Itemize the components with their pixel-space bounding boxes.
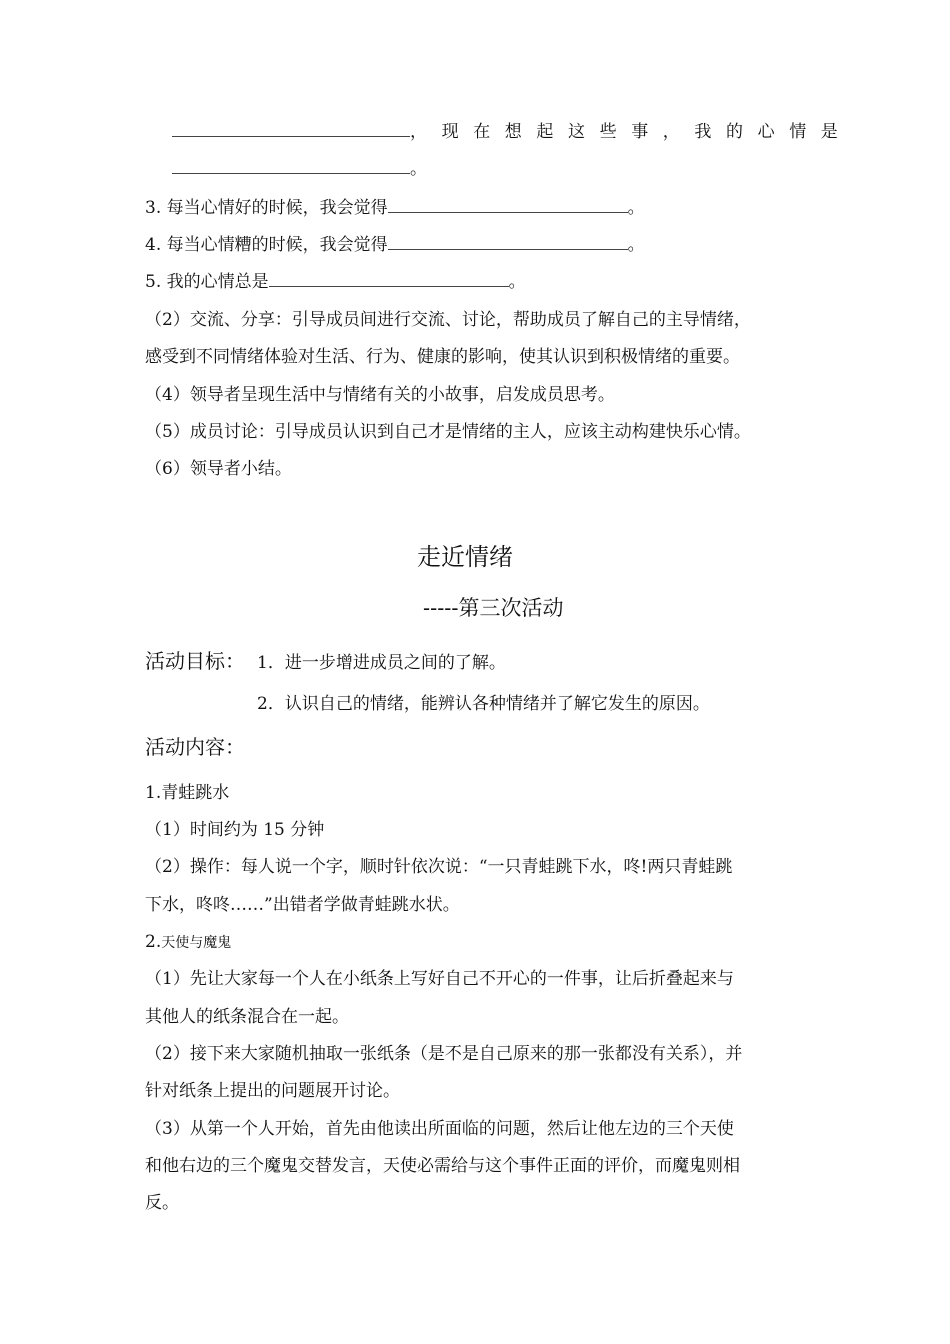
- frog-operation-line-1: （2）操作：每人说一个字，顺时针依次说：“一只青蛙跳下水，咚!两只青蛙跳: [145, 857, 733, 877]
- angel-step-3-line-3: 反。: [145, 1193, 179, 1213]
- answer-blank[interactable]: [388, 233, 628, 250]
- content-label: 活动内容：: [145, 735, 245, 759]
- section-title: 走近情绪: [417, 543, 513, 571]
- intro-line-2: [172, 157, 427, 181]
- answer-blank[interactable]: [388, 196, 628, 213]
- angel-step-3-line-1: （3）从第一个人开始，首先由他读出所面临的问题，然后让他左边的三个天使: [145, 1119, 734, 1139]
- goal-item-2: 2．认识自己的情绪，能辨认各种情绪并了解它发生的原因。: [257, 694, 710, 714]
- question-text: 4. 每当心情糟的时候，我会觉得: [145, 235, 388, 255]
- intro-line-1: [172, 120, 852, 144]
- question-text: 3. 每当心情好的时候，我会觉得: [145, 198, 388, 218]
- frog-operation-line-2: 下水，咚咚……”出错者学做青蛙跳水状。: [145, 895, 460, 915]
- period: 。: [627, 235, 645, 255]
- answer-blank[interactable]: [172, 157, 410, 174]
- question-text: 5. 我的心情总是: [145, 272, 269, 292]
- angel-title-text: 天使与魔鬼: [161, 935, 232, 951]
- step-summary: （6）领导者小结。: [145, 459, 292, 479]
- answer-blank[interactable]: [269, 270, 509, 287]
- question-3: [145, 196, 645, 220]
- section-subtitle: -----第三次活动: [423, 596, 564, 620]
- step-story: （4）领导者呈现生活中与情绪有关的小故事，启发成员思考。: [145, 385, 615, 405]
- angel-title: [145, 930, 231, 955]
- step-share-line-2: 感受到不同情绪体验对生活、行为、健康的影响，使其认识到积极情绪的重要。: [145, 347, 740, 367]
- step-share-line-1: （2）交流、分享：引导成员间进行交流、讨论，帮助成员了解自己的主导情绪，: [145, 310, 751, 330]
- angel-step-1-line-1: （1）先让大家每一个人在小纸条上写好自己不开心的一件事，让后折叠起来与: [145, 969, 734, 989]
- period: 。: [410, 159, 427, 179]
- step-discuss: （5）成员讨论：引导成员认识到自己才是情绪的主人，应该主动构建快乐心情。: [145, 422, 751, 442]
- angel-step-2-line-2: 针对纸条上提出的问题展开讨论。: [145, 1081, 400, 1101]
- question-5: [145, 270, 526, 294]
- angel-step-3-line-2: 和他右边的三个魔鬼交替发言，天使必需给与这个事件正面的评价，而魔鬼则相: [145, 1156, 740, 1176]
- intro-text: ，现在想起这些事，我的心情是: [410, 122, 853, 142]
- angel-step-1-line-2: 其他人的纸条混合在一起。: [145, 1007, 349, 1027]
- angel-title-number: 2.: [145, 932, 162, 952]
- answer-blank[interactable]: [172, 120, 410, 137]
- goals-label: 活动目标：: [145, 649, 245, 673]
- goal-item-1: 1．进一步增进成员之间的了解。: [257, 653, 506, 673]
- frog-title: 1.青蛙跳水: [145, 783, 230, 803]
- period: 。: [508, 272, 526, 292]
- period: 。: [627, 198, 645, 218]
- question-4: [145, 233, 645, 257]
- frog-time: （1）时间约为 15 分钟: [145, 820, 325, 840]
- angel-step-2-line-1: （2）接下来大家随机抽取一张纸条（是不是自己原来的那一张都没有关系），并: [145, 1044, 743, 1064]
